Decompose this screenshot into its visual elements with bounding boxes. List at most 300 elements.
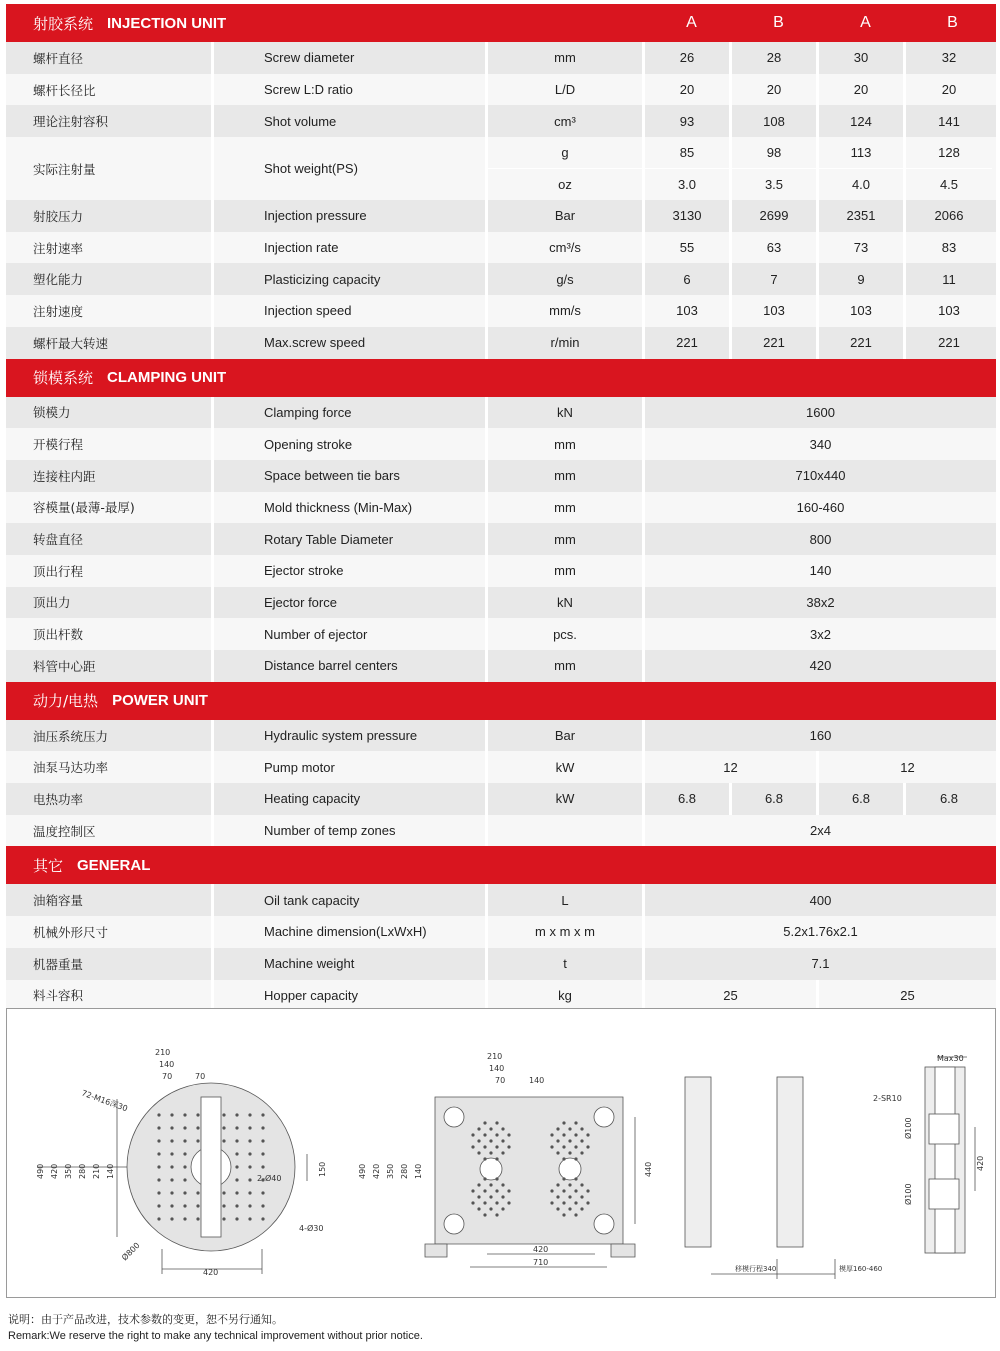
bolt-hole-icon: [261, 1204, 264, 1207]
table-row: [6, 232, 996, 264]
bolt-hole-icon: [580, 1183, 583, 1186]
bolt-hole-icon: [170, 1113, 173, 1116]
bolt-hole-icon: [580, 1127, 583, 1130]
row-label-cn: 转盘直径: [6, 523, 214, 555]
table-row: [6, 980, 996, 1012]
table-row: [6, 555, 996, 587]
row-value: 12: [900, 759, 915, 775]
bolt-hole-icon: [562, 1121, 565, 1124]
row-value: 420: [809, 658, 832, 674]
bolt-hole-icon: [261, 1191, 264, 1194]
bolt-hole-icon: [170, 1165, 173, 1168]
row-label-en: Ejector stroke: [214, 555, 488, 587]
row-label-en: Clamping force: [214, 397, 488, 429]
bolt-hole-icon: [495, 1157, 498, 1160]
remarks: [8, 1312, 423, 1344]
bolt-hole-icon: [489, 1151, 492, 1154]
row-label-en: Shot weight(PS): [214, 137, 488, 200]
dim-label: 210: [92, 1163, 101, 1179]
section-title-cn: 动力/电热: [33, 692, 99, 711]
bolt-hole-icon: [248, 1113, 251, 1116]
bolt-hole-icon: [222, 1217, 225, 1220]
dim-label: 210: [487, 1052, 503, 1061]
dim-label: 140: [159, 1060, 175, 1069]
dim-label: 420: [533, 1245, 549, 1254]
bolt-hole-icon: [495, 1121, 498, 1124]
bolt-hole-icon: [235, 1191, 238, 1194]
bolt-hole-icon: [235, 1165, 238, 1168]
row-label-cn: 顶出力: [6, 587, 214, 619]
row-unit: mm/s: [488, 295, 645, 327]
bolt-hole-icon: [196, 1139, 199, 1142]
row-label-cn: 螺杆直径: [6, 42, 214, 74]
row-unit: [488, 815, 645, 847]
bolt-hole-icon: [574, 1133, 577, 1136]
bolt-hole-icon: [248, 1204, 251, 1207]
table-row: [6, 74, 996, 106]
bolt-hole-icon: [196, 1126, 199, 1129]
bolt-hole-icon: [483, 1133, 486, 1136]
bolt-hole-icon: [170, 1217, 173, 1220]
bolt-hole-icon: [562, 1133, 565, 1136]
row-label-en: Oil tank capacity: [214, 884, 488, 916]
row-unit: g/s: [488, 263, 645, 295]
bolt-hole-icon: [483, 1145, 486, 1148]
dim-label: Ø100: [904, 1183, 913, 1205]
table-subrow: [488, 137, 992, 169]
row-value: 25: [645, 980, 819, 1012]
row-label-cn: 理论注射容积: [6, 105, 214, 137]
table-row: [6, 105, 996, 137]
row-value: 124: [819, 105, 906, 137]
bolt-hole-icon: [495, 1201, 498, 1204]
row-value: 2066: [934, 208, 964, 224]
row-label-cn: 射胶压力: [6, 200, 214, 232]
row-label-en: Screw L:D ratio: [214, 74, 488, 106]
row-value: 103: [819, 295, 906, 327]
row-label-en: Screw diameter: [214, 42, 488, 74]
dim-label: 2-Ø40: [257, 1174, 282, 1183]
dim-label: 420: [976, 1155, 985, 1171]
dim-label: 710: [533, 1258, 549, 1267]
row-unit: t: [488, 948, 645, 980]
bolt-hole-icon: [501, 1151, 504, 1154]
row-label-en: Injection pressure: [214, 200, 488, 232]
row-value: 160-460: [796, 499, 845, 515]
section-title-en: INJECTION UNIT: [107, 14, 227, 32]
dim-label: Ø100: [904, 1117, 913, 1139]
bolt-hole-icon: [477, 1139, 480, 1142]
row-value: 9: [819, 263, 906, 295]
section-title-cn: 射胶系统: [33, 14, 94, 33]
section-header-general: [6, 846, 996, 884]
nozzle-detail-drawing: [925, 1057, 975, 1253]
row-value: 141: [938, 113, 960, 129]
bolt-hole-icon: [556, 1195, 559, 1198]
bolt-hole-icon: [580, 1139, 583, 1142]
row-unit: mm: [488, 523, 645, 555]
bolt-hole-icon: [483, 1201, 486, 1204]
row-label-en: Rotary Table Diameter: [214, 523, 488, 555]
bolt-hole-icon: [556, 1127, 559, 1130]
bolt-hole-icon: [580, 1207, 583, 1210]
bolt-hole-icon: [222, 1139, 225, 1142]
bolt-hole-icon: [489, 1139, 492, 1142]
bolt-hole-icon: [501, 1139, 504, 1142]
bolt-hole-icon: [235, 1217, 238, 1220]
bolt-hole-icon: [574, 1145, 577, 1148]
row-label-cn: 注射速度: [6, 295, 214, 327]
bolt-hole-icon: [562, 1189, 565, 1192]
table-row: [6, 42, 996, 74]
bolt-hole-icon: [489, 1183, 492, 1186]
bolt-hole-icon: [196, 1217, 199, 1220]
bolt-hole-icon: [495, 1213, 498, 1216]
bolt-hole-icon: [568, 1195, 571, 1198]
bolt-hole-icon: [235, 1204, 238, 1207]
bolt-hole-icon: [248, 1139, 251, 1142]
grade-label: B: [773, 14, 784, 31]
dim-label: 70: [195, 1072, 206, 1081]
bolt-hole-icon: [562, 1201, 565, 1204]
row-value: 221: [819, 327, 906, 359]
row-value: 7.1: [811, 956, 830, 972]
row-value: 2351: [819, 200, 906, 232]
row-value: 20: [941, 82, 957, 98]
spec-table: [6, 4, 996, 1011]
row-value: 128: [938, 144, 960, 160]
bolt-hole-icon: [489, 1207, 492, 1210]
row-value: 6.8: [732, 783, 819, 815]
bolt-hole-icon: [183, 1204, 186, 1207]
dim-label: 70: [495, 1076, 506, 1085]
row-label-cn: 螺杆长径比: [6, 74, 214, 106]
row-label-cn: 开模行程: [6, 428, 214, 460]
bolt-hole-icon: [235, 1126, 238, 1129]
row-label-cn: 料管中心距: [6, 650, 214, 682]
dim-label: 2-SR10: [873, 1094, 902, 1103]
bolt-hole-icon: [170, 1204, 173, 1207]
row-unit: mm: [488, 492, 645, 524]
bolt-hole-icon: [550, 1145, 553, 1148]
bolt-hole-icon: [235, 1152, 238, 1155]
row-value: 6.8: [819, 783, 906, 815]
bolt-hole-icon: [574, 1177, 577, 1180]
bolt-hole-icon: [261, 1165, 264, 1168]
row-value: 221: [938, 335, 960, 351]
bolt-hole-icon: [183, 1178, 186, 1181]
bolt-hole-icon: [157, 1217, 160, 1220]
bolt-hole-icon: [501, 1207, 504, 1210]
bolt-hole-icon: [489, 1127, 492, 1130]
bolt-hole-icon: [183, 1152, 186, 1155]
row-value: 3.0: [645, 169, 732, 201]
row-label-cn: 油压系统压力: [6, 720, 214, 752]
row-label-en: Machine dimension(LxWxH): [214, 916, 488, 948]
row-label-en: Injection rate: [214, 232, 488, 264]
bolt-hole-icon: [248, 1178, 251, 1181]
row-unit: pcs.: [488, 618, 645, 650]
bolt-hole-icon: [586, 1133, 589, 1136]
dim-label: 210: [155, 1048, 171, 1057]
row-value: 30: [819, 42, 906, 74]
row-unit: cm³: [488, 105, 645, 137]
row-unit: kN: [488, 587, 645, 619]
side-view-drawing: [685, 1077, 835, 1279]
bolt-hole-icon: [501, 1195, 504, 1198]
row-unit: kW: [488, 751, 645, 783]
row-unit: mm: [488, 650, 645, 682]
row-unit: L/D: [488, 74, 645, 106]
bolt-hole-icon: [477, 1207, 480, 1210]
row-label-cn: 电热功率: [6, 783, 214, 815]
bolt-hole-icon: [477, 1127, 480, 1130]
bolt-hole-icon: [507, 1145, 510, 1148]
bolt-hole-icon: [489, 1195, 492, 1198]
dim-label: 280: [400, 1163, 409, 1179]
bolt-hole-icon: [483, 1157, 486, 1160]
dim-label: Max30: [937, 1054, 964, 1063]
bolt-hole-icon: [477, 1195, 480, 1198]
bolt-hole-icon: [562, 1145, 565, 1148]
row-value: 20: [819, 74, 906, 106]
dim-label: 350: [64, 1163, 73, 1179]
grade-label: A: [686, 14, 697, 31]
row-label-en: Number of temp zones: [214, 815, 488, 847]
row-label-en: Pump motor: [214, 751, 488, 783]
row-label-cn: 顶出杆数: [6, 618, 214, 650]
row-label-en: Number of ejector: [214, 618, 488, 650]
bolt-hole-icon: [157, 1191, 160, 1194]
bolt-hole-icon: [574, 1213, 577, 1216]
platen-drawing: [425, 1097, 635, 1267]
section-header-clamping: [6, 359, 996, 397]
row-label-cn: 料斗容积: [6, 980, 214, 1012]
row-unit: mm: [488, 42, 645, 74]
bolt-hole-icon: [235, 1139, 238, 1142]
row-value: 25: [900, 987, 915, 1003]
bolt-hole-icon: [261, 1217, 264, 1220]
bolt-hole-icon: [183, 1126, 186, 1129]
bolt-hole-icon: [507, 1201, 510, 1204]
table-row-shot-weight: [6, 137, 996, 200]
bolt-hole-icon: [586, 1189, 589, 1192]
bolt-hole-icon: [222, 1113, 225, 1116]
row-value: 3x2: [810, 626, 831, 642]
row-value: 73: [819, 232, 906, 264]
row-value: 6.8: [939, 791, 959, 807]
row-value: 26: [645, 42, 732, 74]
table-row: [6, 884, 996, 916]
bolt-hole-icon: [550, 1201, 553, 1204]
table-row: [6, 492, 996, 524]
row-label-en: Hopper capacity: [214, 980, 488, 1012]
bolt-hole-icon: [471, 1201, 474, 1204]
row-label-en: Opening stroke: [214, 428, 488, 460]
technical-drawing: [6, 1008, 996, 1298]
row-value: 4.0: [819, 169, 906, 201]
bolt-hole-icon: [183, 1139, 186, 1142]
bolt-hole-icon: [495, 1189, 498, 1192]
dim-label: 140: [414, 1163, 423, 1179]
row-unit: kW: [488, 783, 645, 815]
dim-label: 490: [36, 1163, 45, 1179]
bolt-hole-icon: [550, 1189, 553, 1192]
table-row: [6, 916, 996, 948]
row-unit: r/min: [488, 327, 645, 359]
bolt-hole-icon: [157, 1204, 160, 1207]
bolt-hole-icon: [183, 1191, 186, 1194]
bolt-hole-icon: [157, 1178, 160, 1181]
row-label-cn: 实际注射量: [6, 137, 214, 200]
row-value: 7: [732, 263, 819, 295]
bolt-hole-icon: [157, 1152, 160, 1155]
bolt-hole-icon: [196, 1191, 199, 1194]
row-value: 103: [732, 295, 819, 327]
row-label-en: Plasticizing capacity: [214, 263, 488, 295]
bolt-hole-icon: [157, 1113, 160, 1116]
bolt-hole-icon: [248, 1191, 251, 1194]
table-row: [6, 460, 996, 492]
table-row: [6, 587, 996, 619]
row-value: 5.2x1.76x2.1: [783, 924, 858, 940]
row-unit: kN: [488, 397, 645, 429]
section-title-cn: 锁模系统: [33, 369, 94, 387]
dim-label: 420: [50, 1163, 59, 1179]
remark-en: Remark:We reserve the right to make any technical improvement without prior notice.: [8, 1330, 423, 1342]
row-label-en: Mold thickness (Min-Max): [214, 492, 488, 524]
bolt-hole-icon: [507, 1133, 510, 1136]
dim-label: 280: [78, 1163, 87, 1179]
bolt-hole-icon: [586, 1145, 589, 1148]
bolt-hole-icon: [248, 1152, 251, 1155]
drawing-svg: [7, 1009, 995, 1297]
dim-label: 420: [203, 1268, 219, 1277]
bolt-hole-icon: [471, 1133, 474, 1136]
bolt-hole-icon: [235, 1178, 238, 1181]
bolt-hole-icon: [248, 1126, 251, 1129]
bolt-hole-icon: [556, 1207, 559, 1210]
table-row: [6, 295, 996, 327]
row-label-cn: 油泵马达功率: [6, 751, 214, 783]
grade-label: B: [947, 14, 958, 31]
bolt-hole-icon: [222, 1191, 225, 1194]
section-header-injection: [6, 4, 996, 42]
dim-label: 72-M16深30: [80, 1088, 129, 1114]
dim-label: 140: [106, 1163, 115, 1179]
dim-label: 440: [644, 1161, 653, 1177]
row-value: 103: [645, 295, 732, 327]
table-row: [6, 618, 996, 650]
table-row: [6, 650, 996, 682]
row-value: 20: [732, 74, 819, 106]
section-title-en: GENERAL: [77, 856, 151, 874]
bolt-hole-icon: [170, 1139, 173, 1142]
row-unit: cm³/s: [488, 232, 645, 264]
row-value: 2699: [732, 200, 819, 232]
bolt-hole-icon: [261, 1126, 264, 1129]
row-value: 38x2: [806, 594, 835, 610]
bolt-hole-icon: [170, 1126, 173, 1129]
table-row: [6, 783, 996, 815]
row-value: 32: [941, 50, 957, 66]
row-value: 28: [732, 42, 819, 74]
bolt-hole-icon: [580, 1195, 583, 1198]
bolt-hole-icon: [483, 1121, 486, 1124]
bolt-hole-icon: [222, 1126, 225, 1129]
row-value: 2x4: [810, 823, 831, 839]
dim-label: 420: [372, 1163, 381, 1179]
row-label-cn: 机械外形尺寸: [6, 916, 214, 948]
bolt-hole-icon: [196, 1204, 199, 1207]
table-row: [6, 948, 996, 980]
row-value: 83: [941, 240, 957, 256]
row-value: 4.5: [939, 176, 959, 192]
bolt-hole-icon: [586, 1201, 589, 1204]
bolt-hole-icon: [568, 1151, 571, 1154]
row-label-cn: 温度控制区: [6, 815, 214, 847]
dim-label: 490: [358, 1163, 367, 1179]
row-unit: mm: [488, 428, 645, 460]
row-value: 20: [645, 74, 732, 106]
dim-label: 4-Ø30: [299, 1224, 324, 1233]
table-row: [6, 428, 996, 460]
bolt-hole-icon: [477, 1151, 480, 1154]
row-value: 103: [938, 303, 960, 319]
row-label-en: Max.screw speed: [214, 327, 488, 359]
bolt-hole-icon: [477, 1183, 480, 1186]
remark-cn: 说明：由于产品改进，技术参数的变更，恕不另行通知。: [8, 1313, 283, 1326]
bolt-hole-icon: [170, 1191, 173, 1194]
row-value: 1600: [806, 404, 835, 420]
row-value: 55: [645, 232, 732, 264]
table-row: [6, 751, 996, 783]
bolt-hole-icon: [562, 1157, 565, 1160]
bolt-hole-icon: [248, 1165, 251, 1168]
bolt-hole-icon: [501, 1127, 504, 1130]
row-unit: m x m x m: [488, 916, 645, 948]
row-value: 6.8: [645, 783, 732, 815]
row-value: 340: [809, 436, 832, 452]
row-unit: mm: [488, 555, 645, 587]
bolt-hole-icon: [568, 1127, 571, 1130]
row-label-cn: 连接柱内距: [6, 460, 214, 492]
bolt-hole-icon: [261, 1152, 264, 1155]
dim-label: 140: [489, 1064, 505, 1073]
row-value: 93: [645, 105, 732, 137]
row-value: 12: [645, 751, 819, 783]
bolt-hole-icon: [495, 1133, 498, 1136]
row-label-en: Hydraulic system pressure: [214, 720, 488, 752]
table-row: [6, 327, 996, 359]
bolt-hole-icon: [556, 1183, 559, 1186]
row-value: 63: [732, 232, 819, 264]
row-label-en: Distance barrel centers: [214, 650, 488, 682]
row-unit: kg: [488, 980, 645, 1012]
bolt-hole-icon: [235, 1113, 238, 1116]
row-label-cn: 容模量(最薄-最厚): [6, 492, 214, 524]
bolt-hole-icon: [248, 1217, 251, 1220]
row-value: 221: [645, 327, 732, 359]
table-row: [6, 523, 996, 555]
section-title-cn: 其它: [33, 856, 64, 875]
bolt-hole-icon: [568, 1139, 571, 1142]
dim-label: Ø800: [120, 1240, 142, 1263]
bolt-hole-icon: [196, 1113, 199, 1116]
row-value: 6: [645, 263, 732, 295]
bolt-hole-icon: [507, 1189, 510, 1192]
table-subrow: [488, 169, 992, 201]
